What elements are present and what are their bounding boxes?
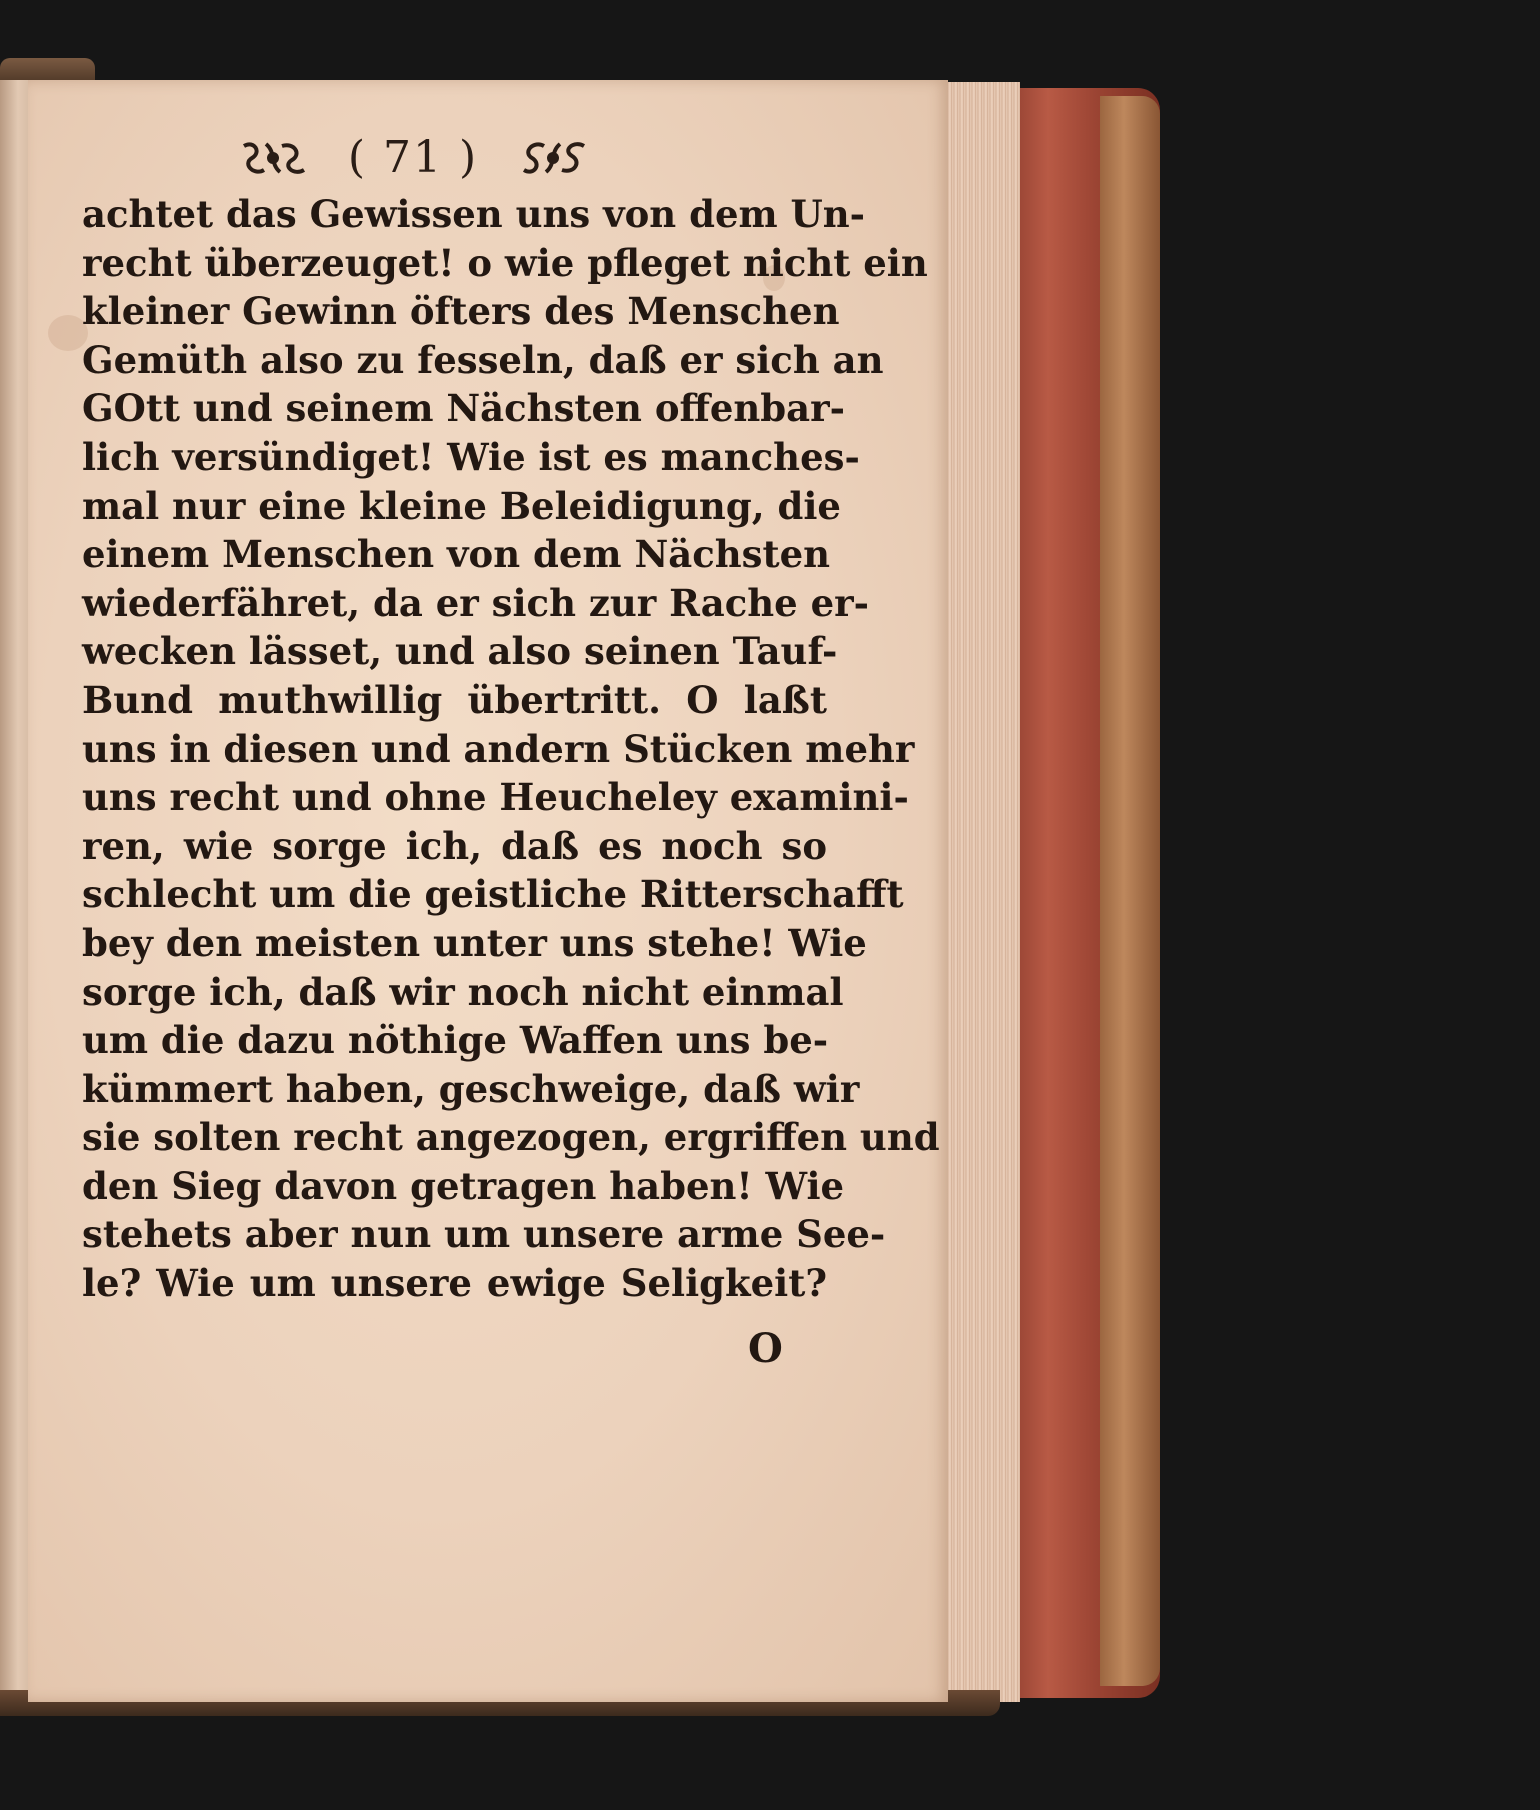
text-line: sie solten recht angezogen, ergriffen und bbox=[82, 1115, 940, 1160]
text-line: le? Wie um unsere ewige Seligkeit? bbox=[82, 1261, 827, 1306]
text-line: schlecht um die geistliche Ritterschafft bbox=[82, 872, 904, 917]
previous-page-edge bbox=[0, 80, 31, 1700]
text-line: recht überzeuget! o wie pfleget nicht ein bbox=[82, 240, 928, 285]
text-line: lich versündiget! Wie ist es manches- bbox=[82, 434, 860, 479]
body-text bbox=[82, 190, 940, 1308]
text-line: Bund muthwillig übertritt. O laßt bbox=[82, 677, 827, 722]
text-line: sorge ich, daß wir noch nicht einmal bbox=[82, 969, 844, 1014]
text-line: kümmert haben, geschweige, daß wir bbox=[82, 1066, 860, 1111]
text-line: den Sieg davon getragen haben! Wie bbox=[82, 1163, 845, 1208]
page-number: ( 71 ) bbox=[347, 132, 479, 183]
page-stack-edge bbox=[940, 82, 1020, 1702]
text-line: GOtt und seinem Nächsten offenbar- bbox=[82, 386, 845, 431]
text-line: ren, wie sorge ich, daß es noch so bbox=[82, 823, 827, 868]
text-line: uns in diesen und andern Stücken mehr bbox=[82, 726, 915, 771]
text-line: kleiner Gewinn öfters des Menschen bbox=[82, 289, 840, 334]
text-line: Gemüth also zu fesseln, daß er sich an bbox=[82, 337, 884, 382]
text-line: uns recht und ohne Heucheley examini- bbox=[82, 775, 909, 820]
book-page bbox=[28, 80, 948, 1702]
leather-spine-edge bbox=[1100, 96, 1160, 1686]
page-header bbox=[28, 132, 948, 183]
fleuron-right-icon bbox=[518, 138, 588, 178]
text-line: wecken lässet, und also seinen Tauf- bbox=[82, 629, 838, 674]
text-line: stehets aber nun um unsere arme See- bbox=[82, 1212, 886, 1257]
text-line: achtet das Gewissen uns von dem Un- bbox=[82, 192, 866, 236]
text-line: wiederfähret, da er sich zur Rache er- bbox=[82, 580, 869, 625]
text-line: mal nur eine kleine Beleidigung, die bbox=[82, 483, 841, 528]
text-line: einem Menschen von dem Nächsten bbox=[82, 532, 831, 577]
text-line: bey den meisten unter uns stehe! Wie bbox=[82, 920, 867, 965]
text-line: um die dazu nöthige Waffen uns be- bbox=[82, 1018, 829, 1063]
catchword: O bbox=[748, 1325, 783, 1372]
fleuron-left-icon bbox=[238, 138, 308, 178]
